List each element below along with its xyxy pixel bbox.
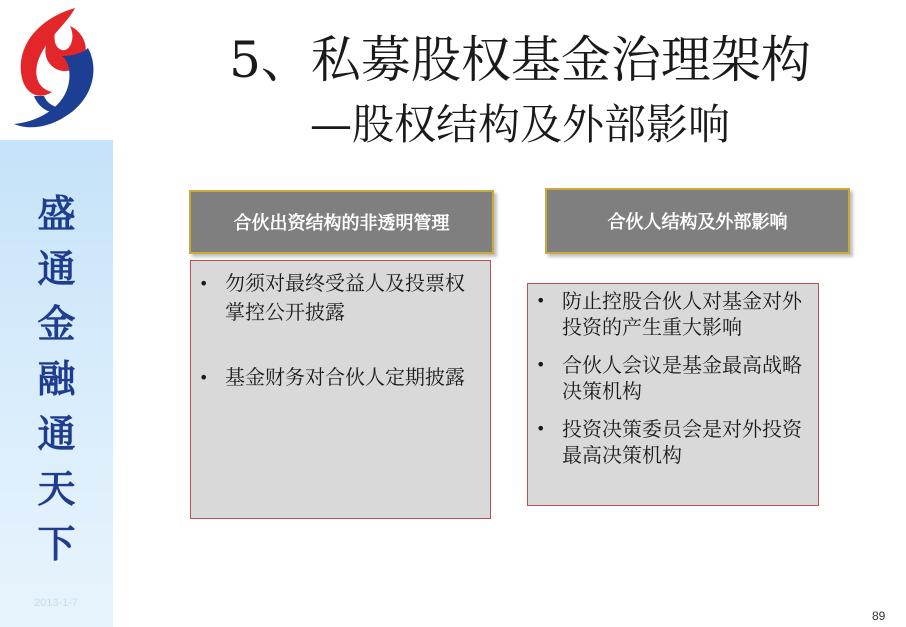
list-item: • 投资决策委员会是对外投资最高决策机构 [536,417,802,467]
slogan-char: 下 [37,521,76,566]
bullet-text: 勿须对最终受益人及投票权掌控公开披露 [225,271,465,324]
bullet-text: 防止控股合伙人对基金对外投资的产生重大影响 [562,289,802,339]
right-bullet-list [528,288,806,468]
bullet-text: 合伙人会议是基金最高战略决策机构 [562,353,802,403]
company-logo [0,0,113,140]
slogan [0,186,113,571]
list-item: • 防止控股合伙人对基金对外投资的产生重大影响 [536,289,802,339]
right-panel-header: 合伙人结构及外部影响 [545,188,850,254]
sidebar [0,0,113,627]
slogan-char: 盛 [37,191,76,236]
list-item: • 合伙人会议是基金最高战略决策机构 [536,353,802,403]
list-item: • 勿须对最终受益人及投票权掌控公开披露 [199,271,465,324]
slogan-char: 通 [37,411,76,456]
slide-title: 5、私募股权基金治理架构 [229,31,811,89]
right-panel-content [527,283,819,506]
left-bullet-list [191,269,480,392]
slogan-char: 通 [37,246,76,291]
slogan-char: 天 [37,466,76,511]
left-panel-content [190,260,491,519]
slide-subtitle: —股权结构及外部影响 [309,100,730,149]
left-panel-header: 合伙出资结构的非透明管理 [189,190,494,254]
bullet-text: 投资决策委员会是对外投资最高决策机构 [562,417,802,467]
list-item: • 基金财务对合伙人定期披露 [199,365,465,389]
bullet-text: 基金财务对合伙人定期披露 [225,365,465,389]
page-number: 89 [872,609,886,623]
slide-date: 2013-1-7 [34,597,79,609]
slogan-char: 金 [37,301,76,346]
slogan-char: 融 [37,356,76,401]
logo-icon [0,0,113,140]
